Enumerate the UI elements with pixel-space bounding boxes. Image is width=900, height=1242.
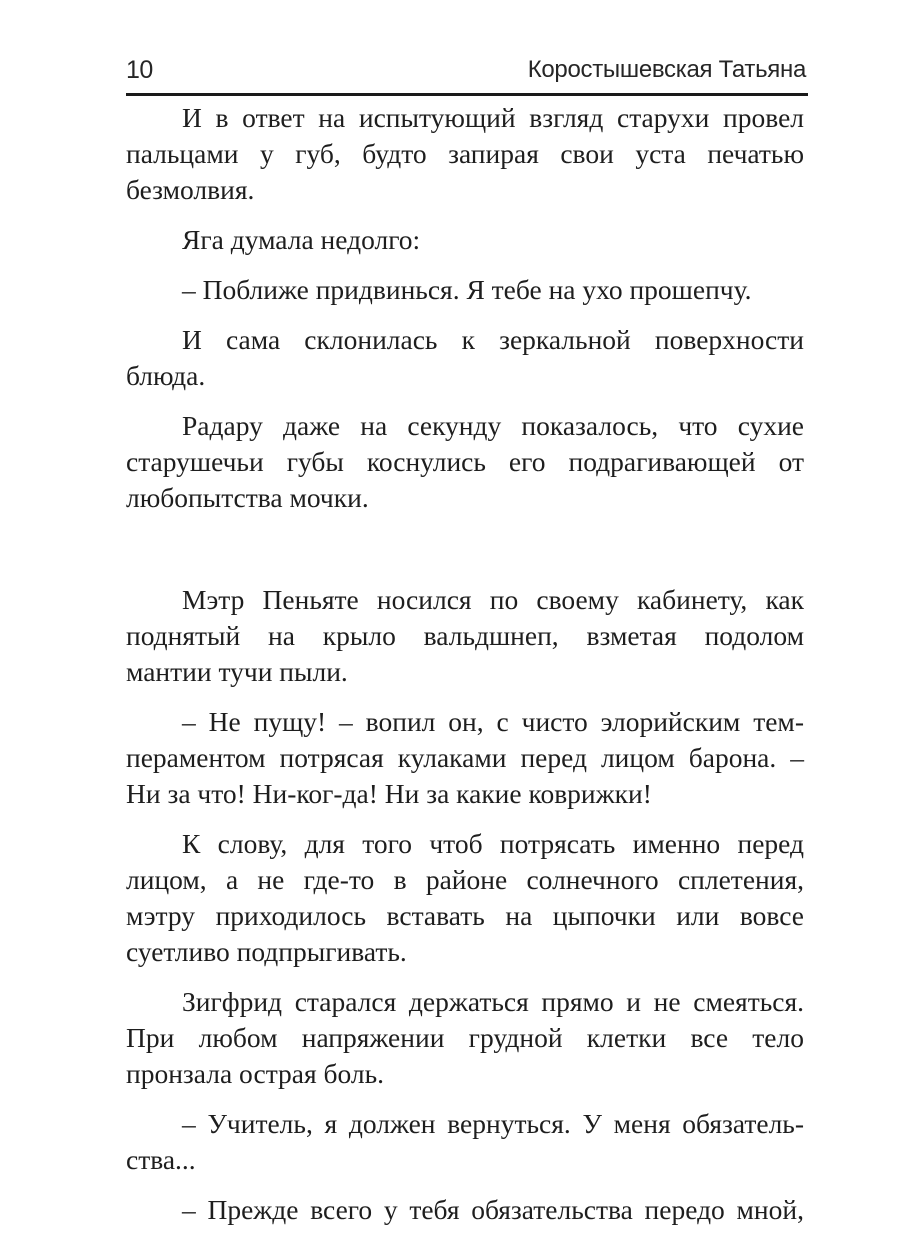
paragraph <box>126 272 804 308</box>
paragraph <box>126 582 804 690</box>
text-line: – Прежде всего у тебя обязательства передо мной, <box>182 1194 804 1225</box>
paragraph <box>126 1192 804 1228</box>
running-header <box>126 56 806 90</box>
text-line: мантии тучи пыли. <box>126 656 348 687</box>
paragraph <box>126 704 804 812</box>
text-line: К слову, для того чтоб потрясать именно перед <box>182 828 804 859</box>
text-line: Ни за что! Ни-ког-да! Ни за какие коврижки! <box>126 778 652 809</box>
text-line: Яга думала недолго: <box>182 224 421 255</box>
book-body-text <box>126 100 804 1242</box>
text-line: блюда. <box>126 360 206 391</box>
text-line: безмолвия. <box>126 174 255 205</box>
text-line: суетливо подпрыгивать. <box>126 936 407 967</box>
author-name: Коростышевская Татьяна <box>527 56 806 83</box>
paragraph <box>126 984 804 1092</box>
text-line: – Учитель, я должен вернуться. У меня обязатель- <box>182 1108 804 1139</box>
page-number: 10 <box>126 56 153 84</box>
paragraph <box>126 408 804 516</box>
text-line: пронзала острая боль. <box>126 1058 385 1089</box>
header-rule <box>126 93 808 96</box>
text-line: пальцами у губ, будто запирая свои уста печатью <box>126 138 804 169</box>
text-line: При любом напряжении грудной клетки все тело <box>126 1022 804 1053</box>
text-line: любопытства мочки. <box>126 482 369 513</box>
paragraph <box>126 826 804 970</box>
paragraph <box>126 100 804 208</box>
text-line: И в ответ на испытующий взгляд старухи провел <box>182 102 804 133</box>
text-line: – Поближе придвинься. Я тебе на ухо прошепчу. <box>182 274 752 305</box>
section-break <box>126 530 804 582</box>
text-line: пераментом потрясая кулаками перед лицом барона. – <box>126 742 804 773</box>
text-line: ства... <box>126 1144 196 1175</box>
paragraph <box>126 222 804 258</box>
paragraph <box>126 322 804 394</box>
text-line: поднятый на крыло вальдшнеп, взметая подолом <box>126 620 804 651</box>
text-line: И сама склонилась к зеркальной поверхности <box>182 324 804 355</box>
text-line: Мэтр Пеньяте носился по своему кабинету, как <box>182 584 804 615</box>
text-line: мэтру приходилось вставать на цыпочки или вовсе <box>126 900 804 931</box>
text-line: Зигфрид старался держаться прямо и не смеяться. <box>182 986 804 1017</box>
paragraph <box>126 1106 804 1178</box>
text-line: старушечьи губы коснулись его подрагивающей от <box>126 446 804 477</box>
text-line: лицом, а не где-то в районе солнечного сплетения, <box>126 864 804 895</box>
text-line: Радару даже на секунду показалось, что сухие <box>182 410 804 441</box>
text-line: – Не пущу! – вопил он, с чисто элорийским тем- <box>182 706 804 737</box>
